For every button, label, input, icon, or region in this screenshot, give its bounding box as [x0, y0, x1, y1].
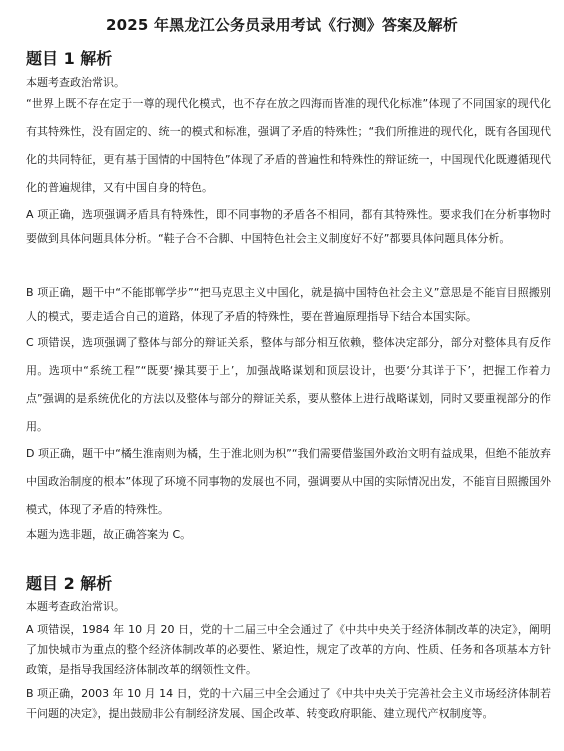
- question-1-option-c: C 项错误，选项强调了整体与部分的辩证关系，整体与部分相互依赖，整体决定部分，部分对整体具有反作用。选项中“系统工程”“既要‘操其要于上’，加强战略谋划和顶层设计，也要‘分其详于下’，把握工作着力点”强调的是系统优化的方法以及整体与部分的辩证关系，要从整体上进行战略谋划，同时又要重视部分的作用。: [26, 336, 551, 433]
- question-1-option-b: B 项正确，题干中“不能邯郸学步”“把马克思主义中国化，就是搞中国特色社会主义”意思是不能盲目照搬别人的模式，要走适合自己的道路，体现了矛盾的特殊性，要在普遍原理指导下结合本国实际。: [26, 286, 551, 323]
- question-2-option-a: A 项错误，1984 年 10 月 20 日，党的十二届三中全会通过了《中共中央关于经济体制改革的决定》，阐明了加快城市为重点的整个经济体制改革的必要性、紧迫性，规定了改革的方向、性质、任务和各项基本方针政策，是指导我国经济体制改革的纲领性文件。: [26, 623, 551, 676]
- question-1-option-a: A 项正确，选项强调矛盾具有特殊性，即不同事物的矛盾各不相同，都有其特殊性。要求我们在分析事物时要做到具体问题具体分析。“鞋子合不合脚、中国特色社会主义制度好不好”都要具体问题具体分析。: [26, 208, 551, 245]
- document-title: 2025 年黑龙江公务员录用考试《行测》答案及解析: [106, 16, 458, 34]
- question-1-option-d: D 项正确，题干中“橘生淮南则为橘，生于淮北则为枳”“我们需要借鉴国外政治文明有益成果，但绝不能放弃中国政治制度的根本”体现了环境不同事物的发展也不同，强调要从中国的实际情况出发，不能盲目照搬国外模式，体现了矛盾的特殊性。: [26, 447, 551, 516]
- question-1-intro: 本题考查政治常识。: [26, 76, 125, 89]
- question-1-analysis-paragraph: “世界上既不存在定于一尊的现代化模式，也不存在放之四海而皆准的现代化标准”体现了不同国家的现代化有其特殊性，没有固定的、统一的模式和标准，强调了矛盾的特殊性；“我们所推进的现代化，既有各国现代化的共同特征，更有基于国情的中国特色”体现了矛盾的普遍性和特殊性的辩证统一，中国现代化既遵循现代化的普遍规律，又有中国自身的特色。: [26, 97, 551, 194]
- question-1-answer: 本题为选非题，故正确答案为 C。: [26, 528, 192, 541]
- question-2-intro: 本题考查政治常识。: [26, 600, 125, 613]
- question-1-heading: 题目 1 解析: [26, 49, 113, 68]
- question-2-option-b: B 项正确，2003 年 10 月 14 日，党的十六届三中全会通过了《中共中央关于完善社会主义市场经济体制若干问题的决定》，提出鼓励非公有制经济发展、国企改革、转变政府职能、建立现代产权制度等。: [26, 687, 551, 720]
- question-2-heading: 题目 2 解析: [26, 574, 113, 593]
